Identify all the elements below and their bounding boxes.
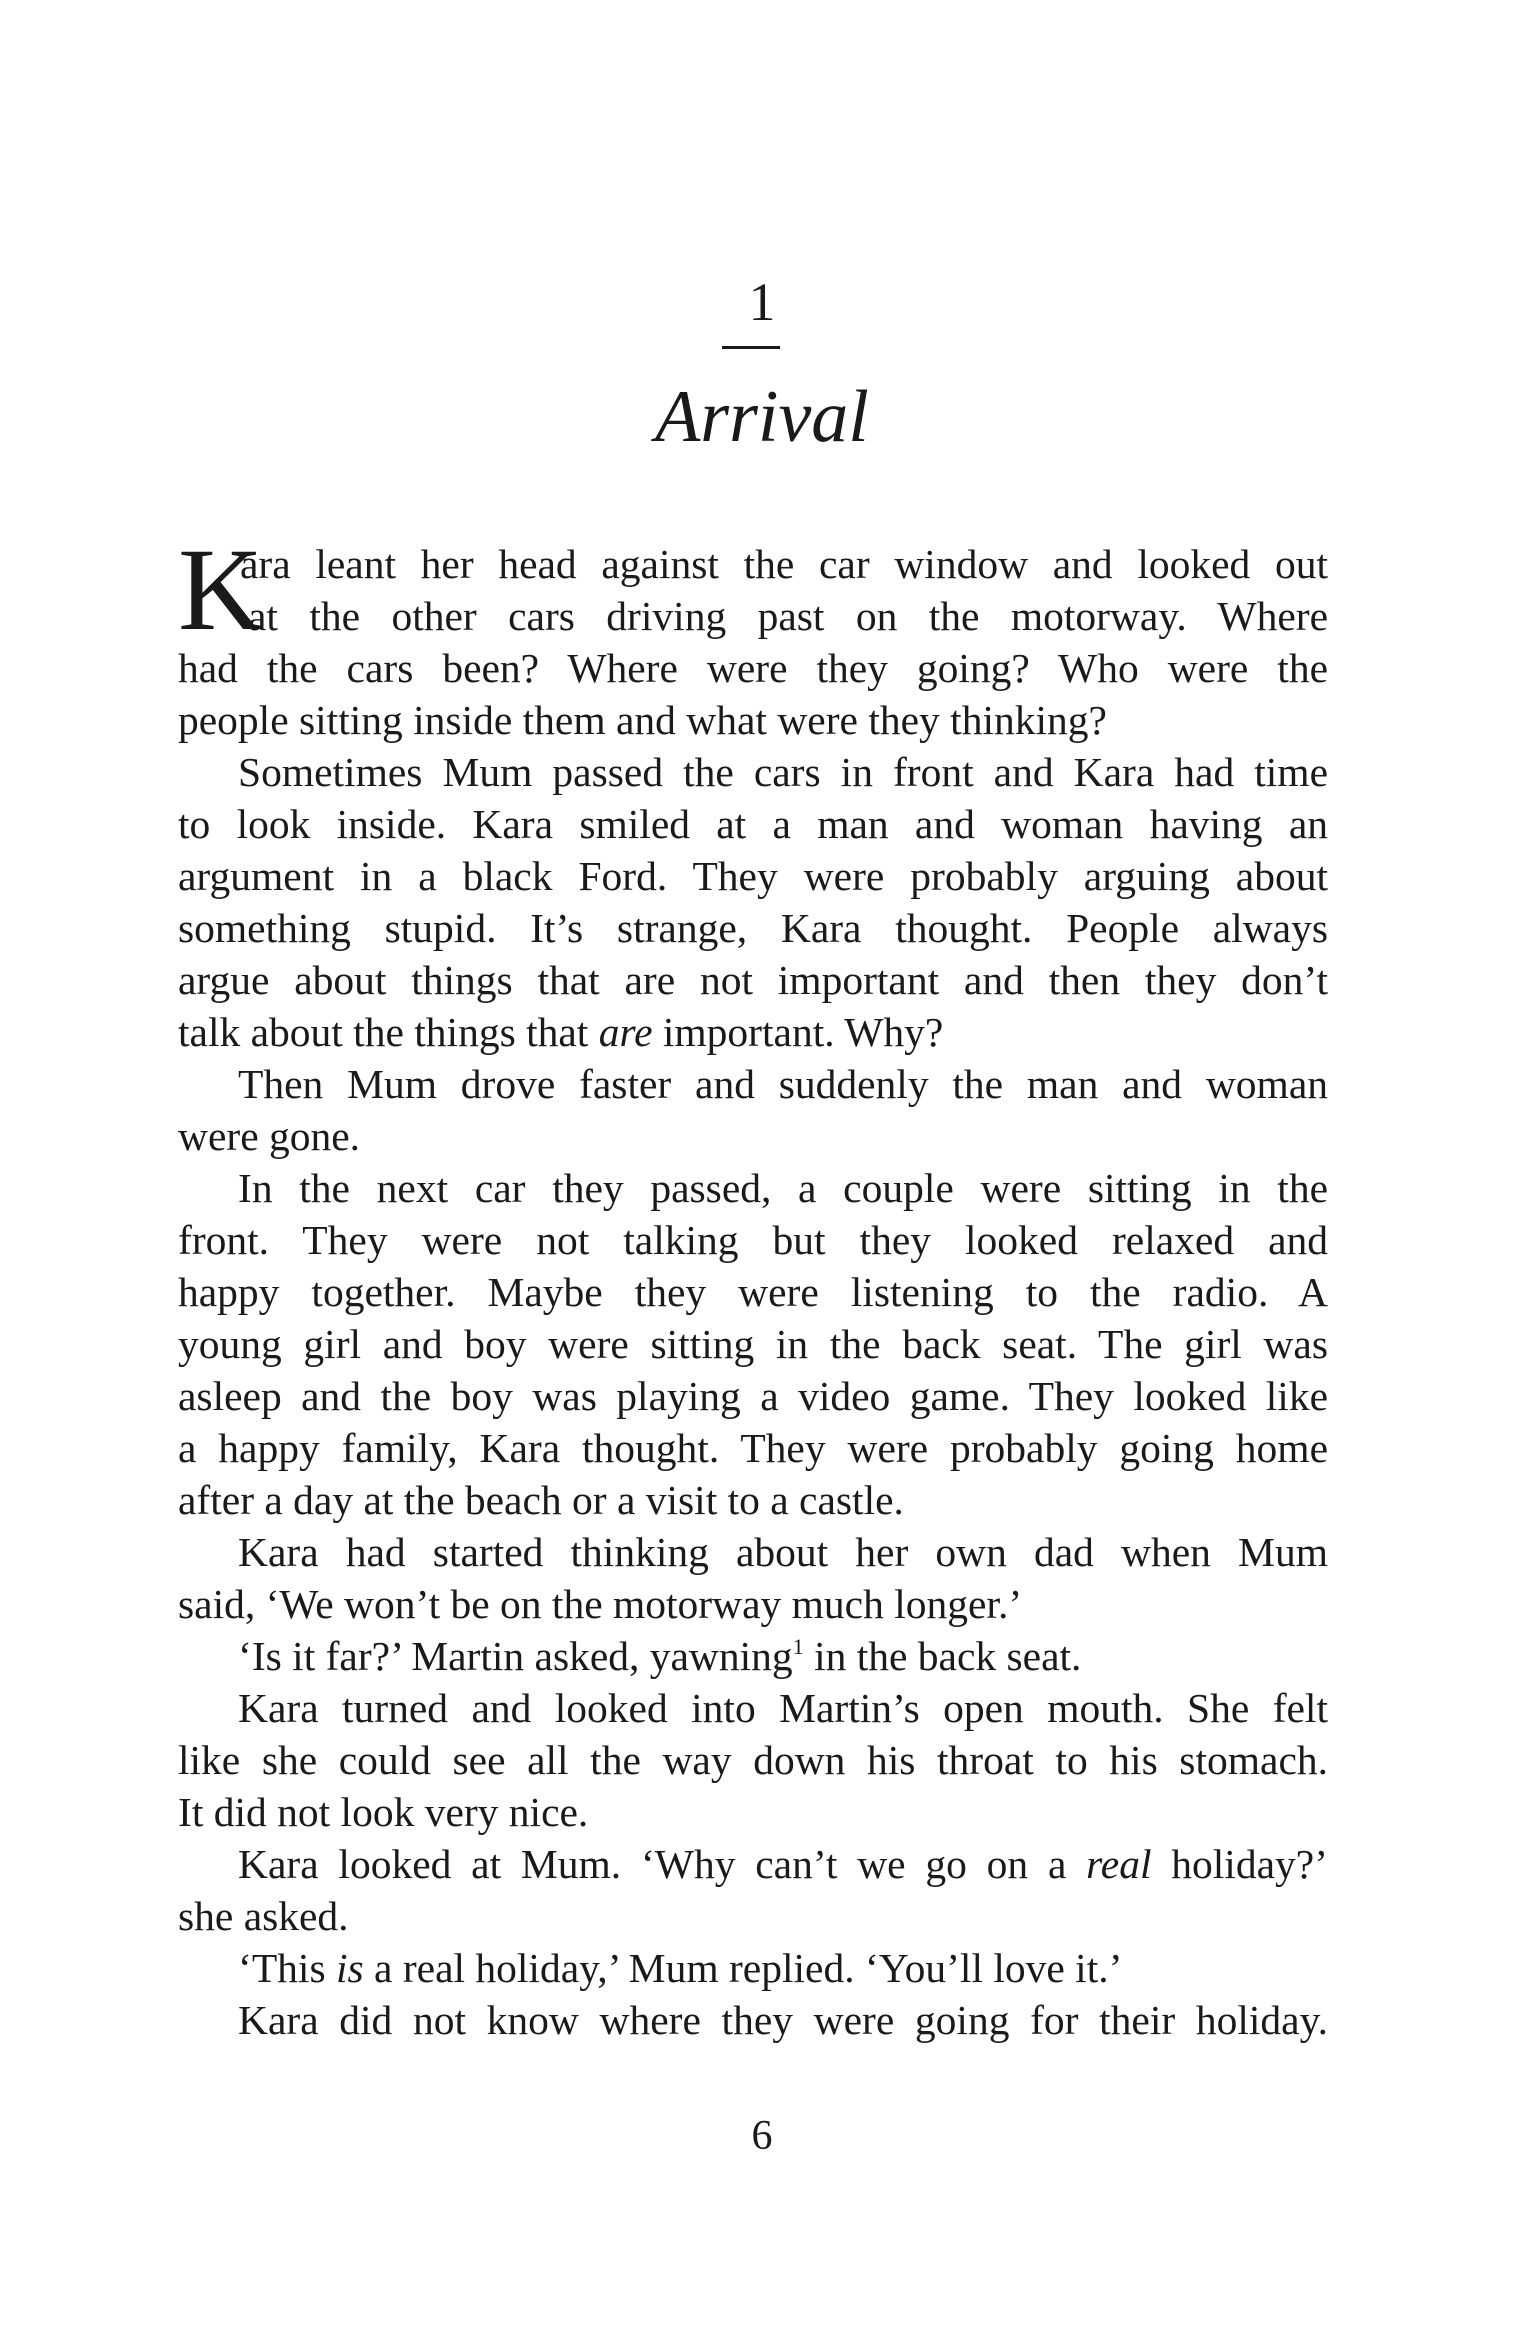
text-line: something stupid. It’s strange, Kara thought. People always (178, 905, 1328, 951)
line-segment: ‘This (238, 1945, 336, 1991)
text-line: said, ‘We won’t be on the motorway much longer.’ (178, 1581, 1023, 1627)
text-line: Kara turned and looked into Martin’s open mouth. She felt (238, 1685, 1328, 1731)
text-line: she asked. (178, 1893, 349, 1939)
text-line: after a day at the beach or a visit to a castle. (178, 1477, 904, 1523)
chapter-number: 1 (748, 272, 776, 332)
text-line: Kara did not know where they were going for their holiday. (238, 1997, 1328, 2043)
text-line: Then Mum drove faster and suddenly the man and woman (238, 1061, 1328, 1107)
text-line (178, 1630, 1328, 1682)
text-line (178, 1838, 1328, 1890)
text-line: front. They were not talking but they looked relaxed and (178, 1217, 1328, 1263)
line-segment: talk about the things that (178, 1009, 599, 1055)
text-line: young girl and boy were sitting in the back seat. The girl was (178, 1321, 1328, 1367)
italic-word: real (1086, 1841, 1152, 1887)
text-line: Kara had started thinking about her own dad when Mum (238, 1529, 1328, 1575)
chapter-body (178, 524, 1328, 2046)
line-segment: ‘Is it far?’ Martin asked, yawning (238, 1633, 793, 1679)
text-line: happy together. Maybe they were listening to the radio. A (178, 1269, 1328, 1315)
text-line: ara leant her head against the car window and looked out (240, 541, 1328, 587)
text-line: Sometimes Mum passed the cars in front and Kara had time (238, 749, 1328, 795)
line-segment: holiday?’ (1151, 1841, 1328, 1887)
text-line: like she could see all the way down his throat to his stomach. (178, 1737, 1328, 1783)
text-line: were gone. (178, 1113, 361, 1159)
text-line (178, 1006, 1328, 1058)
line-segment: a real holiday,’ Mum replied. ‘You’ll love it.’ (363, 1945, 1123, 1991)
text-line: argue about things that are not important and then they don’t (178, 957, 1328, 1003)
text-line (178, 1942, 1328, 1994)
line-segment: Kara looked at Mum. ‘Why can’t we go on a (238, 1841, 1087, 1887)
text-line: at the other cars driving past on the motorway. Where (248, 593, 1328, 639)
chapter-rule (722, 346, 780, 349)
page-number: 6 (751, 2113, 773, 2159)
italic-word: are (598, 1009, 653, 1055)
chapter-title: Arrival (655, 376, 869, 458)
line-segment: important. Why? (652, 1009, 944, 1055)
text-line: argument in a black Ford. They were probably arguing about (178, 853, 1328, 899)
text-line: It did not look very nice. (178, 1789, 589, 1835)
text-line: to look inside. Kara smiled at a man and woman having an (178, 801, 1328, 847)
line-segment: in the back seat. (803, 1633, 1082, 1679)
text-line: asleep and the boy was playing a video game. They looked like (178, 1373, 1328, 1419)
text-line: had the cars been? Where were they going? Who were the (178, 645, 1328, 691)
footnote-marker: 1 (792, 1634, 804, 1659)
text-line: a happy family, Kara thought. They were probably going home (178, 1425, 1328, 1471)
drop-cap: K (178, 524, 264, 655)
italic-word: is (335, 1945, 364, 1991)
text-line: people sitting inside them and what were they thinking? (178, 697, 1107, 743)
text-line: In the next car they passed, a couple were sitting in the (238, 1165, 1328, 1211)
